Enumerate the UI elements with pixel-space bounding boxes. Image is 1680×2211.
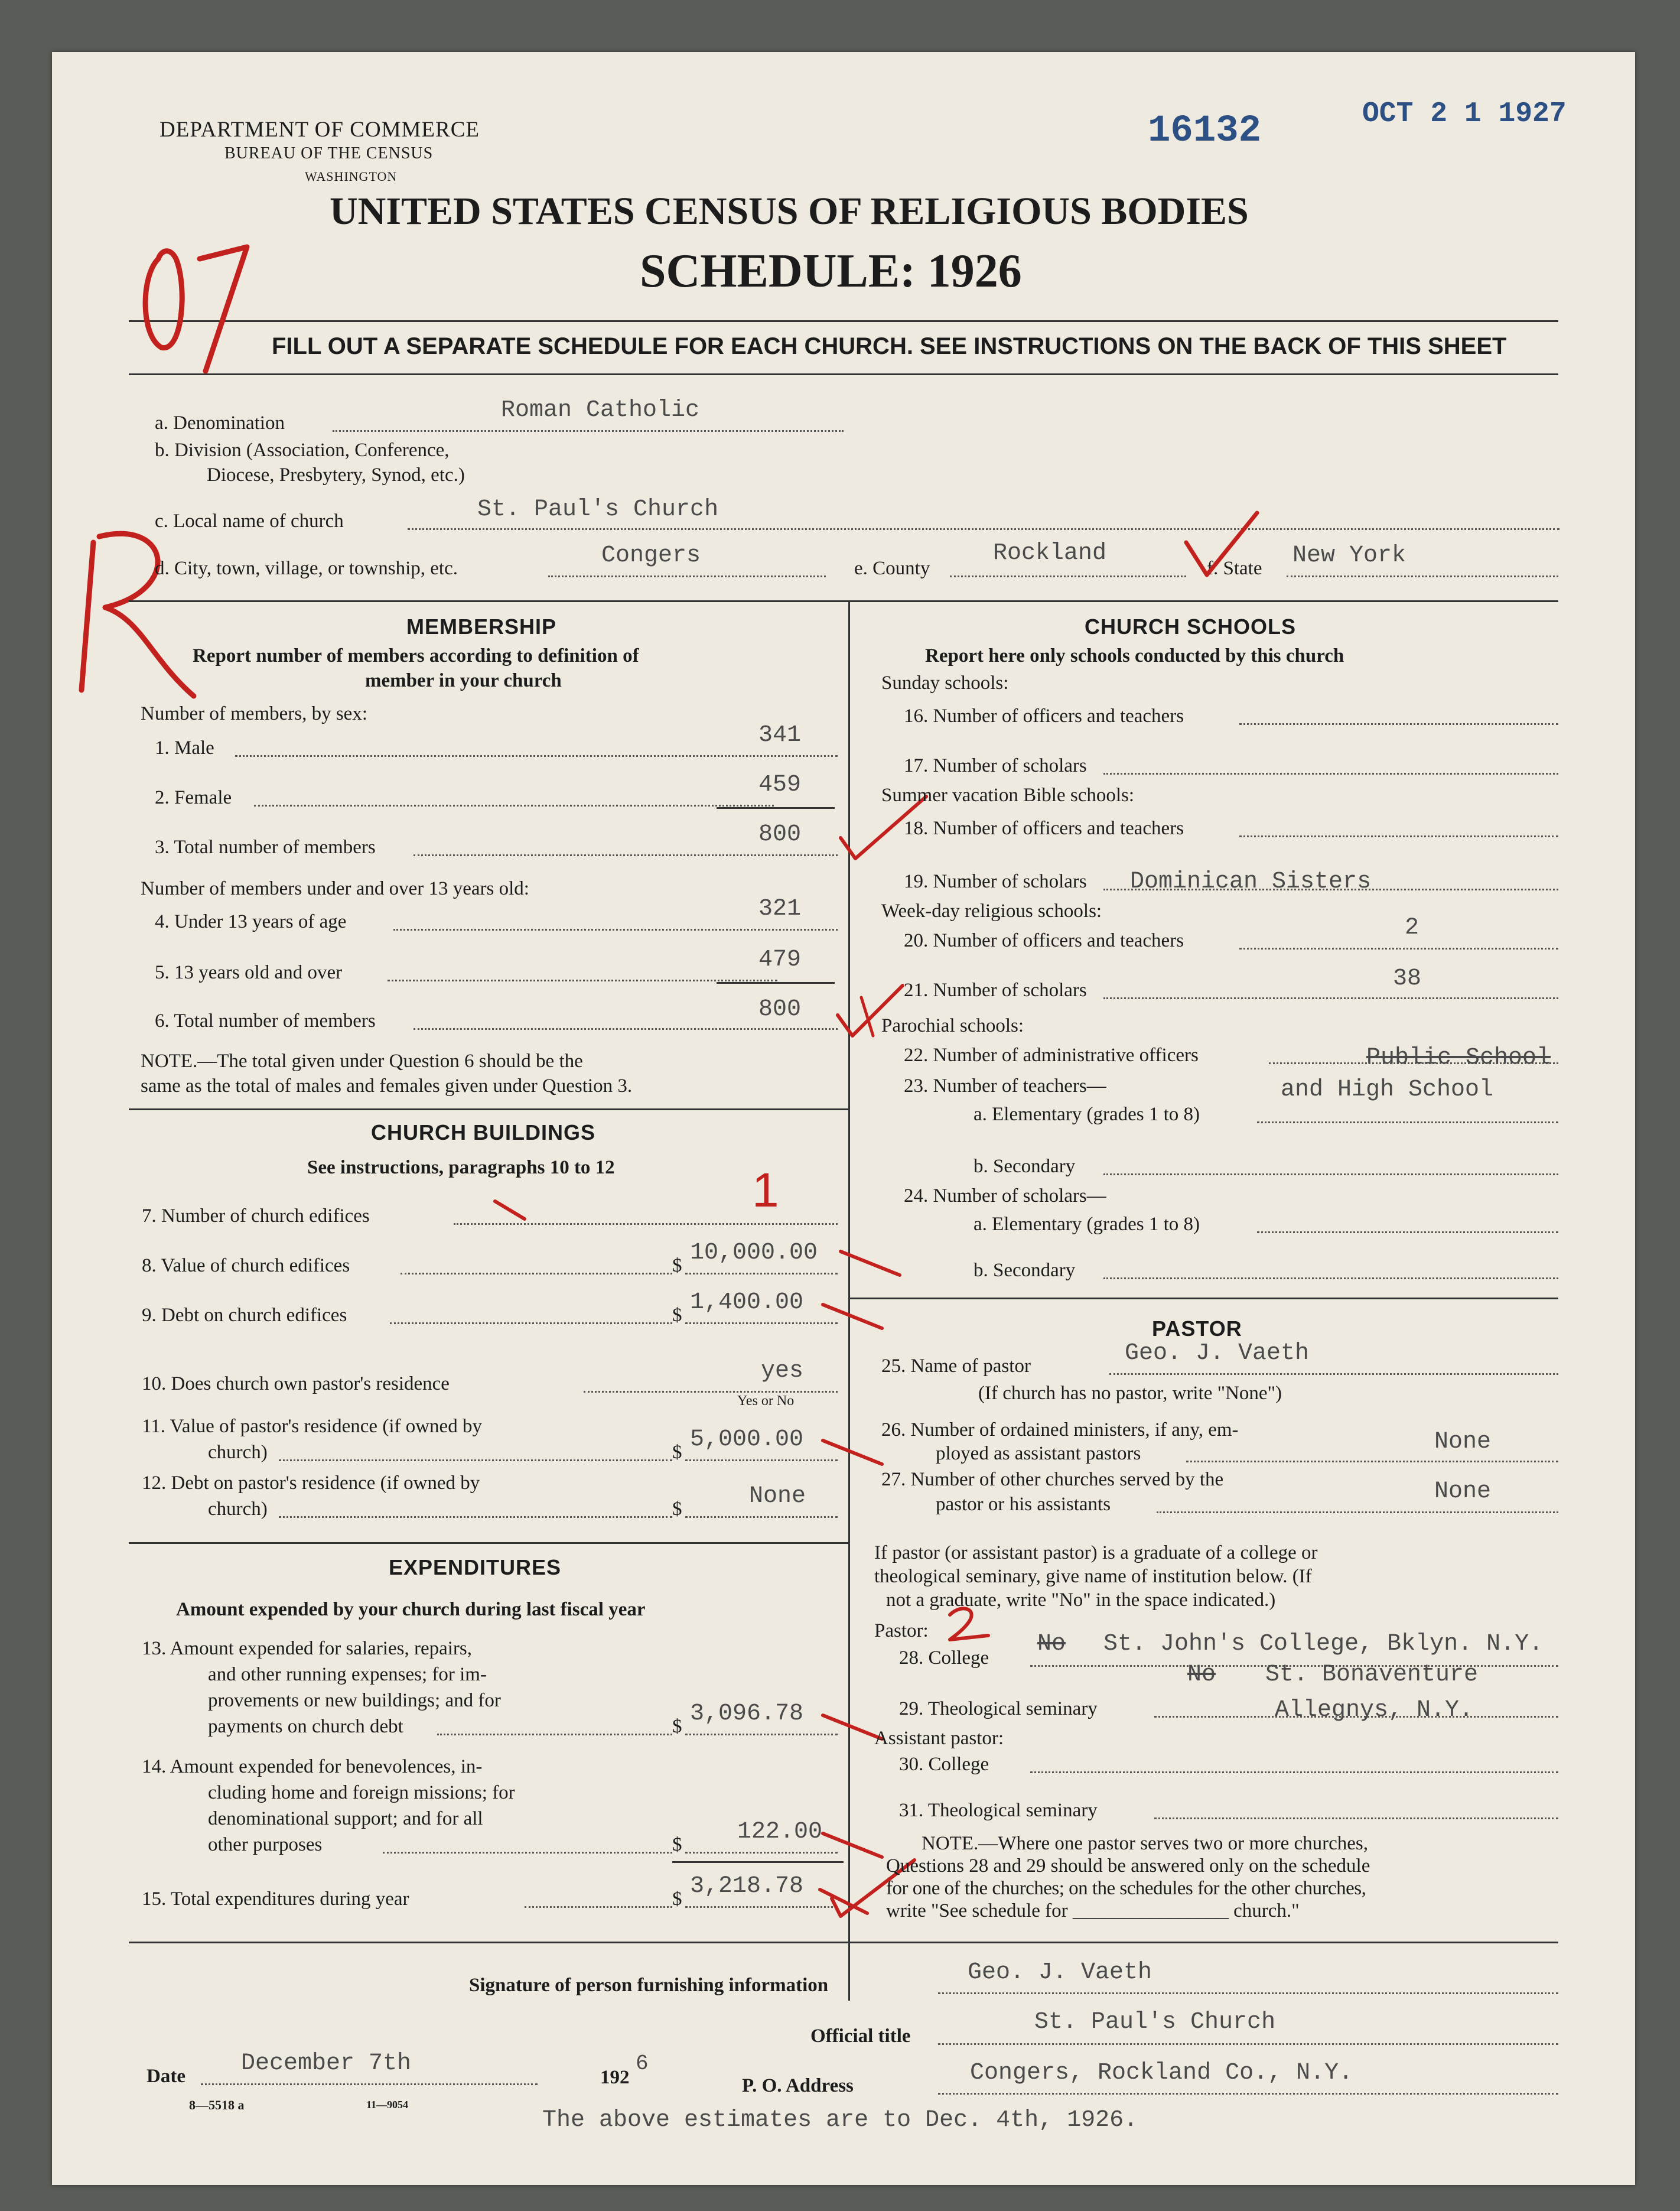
q13-value[interactable]: 3,096.78	[690, 1700, 804, 1727]
division-label-1: b. Division (Association, Conference,	[155, 440, 450, 461]
q16-label: 16. Number of officers and teachers	[904, 705, 1184, 727]
membership-note-1: NOTE.—The total given under Question 6 should be the	[141, 1051, 583, 1072]
buildings-intro: See instructions, paragraphs 10 to 12	[307, 1157, 615, 1178]
q7-label: 7. Number of church edifices	[142, 1205, 370, 1227]
q5-value[interactable]: 479	[758, 947, 802, 973]
q19-label: 19. Number of scholars	[904, 871, 1087, 892]
form-title: UNITED STATES CENSUS OF RELIGIOUS BODIES	[330, 190, 1249, 233]
q22-label: 22. Number of administrative officers	[904, 1045, 1199, 1066]
official-title-value[interactable]: St. Paul's Church	[1034, 2009, 1276, 2036]
q11-dollar: $	[672, 1442, 682, 1463]
date-value[interactable]: December 7th	[241, 2050, 412, 2077]
q10-value[interactable]: yes	[761, 1358, 804, 1384]
q14-line-3: denominational support; and for all	[208, 1808, 483, 1829]
signature-label: Signature of person furnishing information	[469, 1975, 829, 1996]
q11-label-1: 11. Value of pastor's residence (if owned by	[142, 1416, 482, 1437]
q18-label: 18. Number of officers and teachers	[904, 818, 1184, 839]
q13-line-1: 13. Amount expended for salaries, repairs,	[142, 1638, 473, 1659]
q23-label: 23. Number of teachers—	[904, 1075, 1106, 1097]
schools-heading: CHURCH SCHOOLS	[1085, 614, 1297, 639]
q20-value[interactable]: 2	[1405, 915, 1419, 941]
pastor-note-2: Questions 28 and 29 should be answered only on the schedule	[886, 1855, 1370, 1877]
q11-label-2: church)	[208, 1442, 268, 1463]
q7-value[interactable]: 1	[752, 1163, 779, 1217]
q27-value[interactable]: None	[1434, 1478, 1492, 1505]
q12-value[interactable]: None	[749, 1483, 806, 1510]
q13-dollar: $	[672, 1716, 682, 1737]
local-name-label: c. Local name of church	[155, 511, 344, 532]
weekday-schools: Week-day religious schools:	[881, 900, 1102, 922]
q6-label: 6. Total number of members	[155, 1010, 376, 1032]
q14-line-4: other purposes	[208, 1834, 323, 1855]
pastor-sub-label: Pastor:	[874, 1620, 929, 1641]
q15-label: 15. Total expenditures during year	[142, 1888, 409, 1910]
assistant-pastor-label: Assistant pastor:	[874, 1728, 1004, 1749]
print-number: 11—9054	[366, 2099, 409, 2111]
q9-value[interactable]: 1,400.00	[690, 1289, 804, 1316]
q27-line-2: pastor or his assistants	[936, 1494, 1111, 1515]
q12-dollar: $	[672, 1498, 682, 1520]
q28-no[interactable]: No	[1037, 1631, 1066, 1657]
q24b-label: b. Secondary	[974, 1260, 1076, 1281]
red-r-annotation	[52, 519, 206, 708]
q22-note-2[interactable]: and High School	[1281, 1077, 1494, 1103]
pastor-heading: PASTOR	[1152, 1316, 1242, 1341]
department-line: DEPARTMENT OF COMMERCE	[159, 118, 480, 142]
pastor-note-4: write "See schedule for ________________ church."	[886, 1900, 1300, 1921]
estimate-note: The above estimates are to Dec. 4th, 1926.	[542, 2107, 1138, 2134]
denomination-value[interactable]: Roman Catholic	[501, 397, 700, 424]
form-subtitle: SCHEDULE: 1926	[640, 245, 1022, 297]
q21-label: 21. Number of scholars	[904, 980, 1087, 1001]
year-prefix: 192	[600, 2067, 630, 2088]
membership-note-2: same as the total of males and females given under Question 3.	[141, 1075, 633, 1097]
q8-value[interactable]: 10,000.00	[690, 1240, 818, 1266]
membership-intro-2: member in your church	[365, 670, 562, 691]
red-strike-q7	[489, 1192, 536, 1228]
q23a-label: a. Elementary (grades 1 to 8)	[974, 1104, 1200, 1125]
q14-dollar: $	[672, 1834, 682, 1855]
city-value[interactable]: Congers	[601, 542, 701, 569]
q23b-label: b. Secondary	[974, 1156, 1076, 1177]
q20-label: 20. Number of officers and teachers	[904, 930, 1184, 951]
official-title-label: Official title	[810, 2025, 911, 2047]
graduate-intro-2: theological seminary, give name of institution below. (If	[874, 1566, 1312, 1587]
parochial-schools: Parochial schools:	[881, 1015, 1024, 1036]
q29-label: 29. Theological seminary	[899, 1698, 1098, 1719]
q30-label: 30. College	[899, 1754, 989, 1775]
signature-value[interactable]: Geo. J. Vaeth	[968, 1959, 1152, 1986]
stamp-number: 16132	[1148, 110, 1262, 152]
q22-note-1[interactable]: Public School	[1366, 1045, 1551, 1071]
po-address-label: P. O. Address	[742, 2075, 854, 2096]
q27-line-1: 27. Number of other churches served by the	[881, 1469, 1224, 1490]
q28-label: 28. College	[899, 1647, 989, 1669]
q10-label: 10. Does church own pastor's residence	[142, 1373, 450, 1394]
q4-label: 4. Under 13 years of age	[155, 911, 347, 932]
q8-dollar: $	[672, 1255, 682, 1276]
q9-label: 9. Debt on church edifices	[142, 1305, 347, 1326]
q26-line-2: ployed as assistant pastors	[936, 1443, 1141, 1464]
membership-heading: MEMBERSHIP	[406, 614, 557, 639]
q13-line-4: payments on church debt	[208, 1716, 403, 1737]
red-07-annotation	[135, 241, 253, 377]
q13-line-3: provements or new buildings; and for	[208, 1690, 501, 1711]
q28-value[interactable]: St. John's College, Bklyn. N.Y.	[1103, 1631, 1544, 1657]
q8-label: 8. Value of church edifices	[142, 1255, 350, 1276]
q25-note: (If church has no pastor, write "None")	[978, 1383, 1282, 1404]
q17-label: 17. Number of scholars	[904, 755, 1087, 776]
q25-label: 25. Name of pastor	[881, 1355, 1031, 1377]
graduate-intro-1: If pastor (or assistant pastor) is a graduate of a college or	[874, 1542, 1318, 1563]
county-value[interactable]: Rockland	[993, 540, 1107, 567]
q24-label: 24. Number of scholars—	[904, 1185, 1106, 1207]
membership-intro-1: Report number of members according to definition of	[193, 645, 639, 666]
q6-value[interactable]: 800	[758, 996, 802, 1023]
red-strike-q9	[820, 1299, 891, 1340]
census-schedule-page	[52, 52, 1635, 2185]
q29-no[interactable]: No	[1187, 1661, 1216, 1688]
form-number: 8—5518 a	[189, 2098, 245, 2112]
q5-label: 5. 13 years old and over	[155, 962, 343, 983]
q14-value[interactable]: 122.00	[737, 1819, 823, 1845]
graduate-intro-3: not a graduate, write "No" in the space indicated.)	[886, 1589, 1276, 1611]
city-label: d. City, town, village, or township, etc.	[155, 558, 458, 579]
red-strike-q11	[820, 1435, 891, 1476]
q13-line-2: and other running expenses; for im-	[208, 1664, 487, 1685]
schools-intro: Report here only schools conducted by this church	[925, 645, 1344, 666]
q29-value-2[interactable]: Allegnys, N.Y.	[1275, 1697, 1474, 1724]
q19-note[interactable]: Dominican Sisters	[1130, 869, 1372, 895]
q25-value[interactable]: Geo. J. Vaeth	[1125, 1340, 1310, 1367]
q31-label: 31. Theological seminary	[899, 1800, 1098, 1821]
q4-value[interactable]: 321	[758, 896, 802, 922]
q11-value[interactable]: 5,000.00	[690, 1426, 804, 1453]
stamp-date: OCT 2 1 1927	[1362, 98, 1567, 130]
q24a-label: a. Elementary (grades 1 to 8)	[974, 1214, 1200, 1235]
q2-label: 2. Female	[155, 787, 232, 808]
red-strike-q8	[838, 1246, 909, 1287]
q26-line-1: 26. Number of ordained ministers, if any, em-	[881, 1419, 1239, 1441]
division-label-2: Diocese, Presbytery, Synod, etc.)	[207, 464, 465, 486]
q2-value[interactable]: 459	[758, 772, 802, 798]
q14-line-1: 14. Amount expended for benevolences, in-	[142, 1756, 483, 1777]
state-label: f. State	[1207, 558, 1262, 579]
q12-label-2: church)	[208, 1498, 268, 1520]
expenditures-heading: EXPENDITURES	[389, 1555, 562, 1579]
date-label: Date	[146, 2066, 185, 2087]
year-suffix[interactable]: 6	[636, 2051, 649, 2076]
buildings-heading: CHURCH BUILDINGS	[371, 1120, 595, 1144]
instructions-banner: FILL OUT A SEPARATE SCHEDULE FOR EACH CHURCH. SEE INSTRUCTIONS ON THE BACK OF THIS SHEET	[272, 333, 1507, 359]
bureau-line: BUREAU OF THE CENSUS	[224, 144, 434, 162]
q1-value[interactable]: 341	[758, 722, 802, 749]
summer-schools: Summer vacation Bible schools:	[881, 785, 1135, 806]
members-by-age: Number of members under and over 13 years old:	[141, 878, 529, 899]
washington-line: WASHINGTON	[305, 169, 398, 184]
denomination-label: a. Denomination	[155, 412, 285, 434]
state-value[interactable]: New York	[1292, 542, 1406, 569]
county-label: e. County	[854, 558, 930, 579]
q9-dollar: $	[672, 1305, 682, 1326]
q12-label-1: 12. Debt on pastor's residence (if owned by	[142, 1472, 480, 1494]
q3-label: 3. Total number of members	[155, 837, 376, 858]
q3-value[interactable]: 800	[758, 821, 802, 848]
q14-line-2: cluding home and foreign missions; for	[208, 1782, 515, 1803]
local-name-value[interactable]: St. Paul's Church	[477, 496, 719, 523]
q15-value[interactable]: 3,218.78	[690, 1873, 804, 1900]
sunday-schools: Sunday schools:	[881, 672, 1009, 694]
members-by-sex: Number of members, by sex:	[141, 703, 367, 724]
red-check-mark	[1180, 507, 1263, 584]
red-2-annotation	[944, 1603, 997, 1644]
pastor-note-3: for one of the churches; on the schedules for the other churches,	[886, 1878, 1366, 1899]
pastor-note-1: NOTE.—Where one pastor serves two or more churches,	[922, 1833, 1368, 1854]
q15-dollar: $	[672, 1888, 682, 1910]
expenditures-intro: Amount expended by your church during last fiscal year	[176, 1599, 646, 1620]
q26-value[interactable]: None	[1434, 1429, 1492, 1455]
yes-or-no-hint: Yes or No	[737, 1393, 795, 1409]
q21-value[interactable]: 38	[1393, 965, 1422, 992]
q29-value-1[interactable]: St. Bonaventure	[1265, 1661, 1479, 1688]
po-address-value[interactable]: Congers, Rockland Co., N.Y.	[970, 2060, 1353, 2086]
q1-label: 1. Male	[155, 737, 214, 759]
